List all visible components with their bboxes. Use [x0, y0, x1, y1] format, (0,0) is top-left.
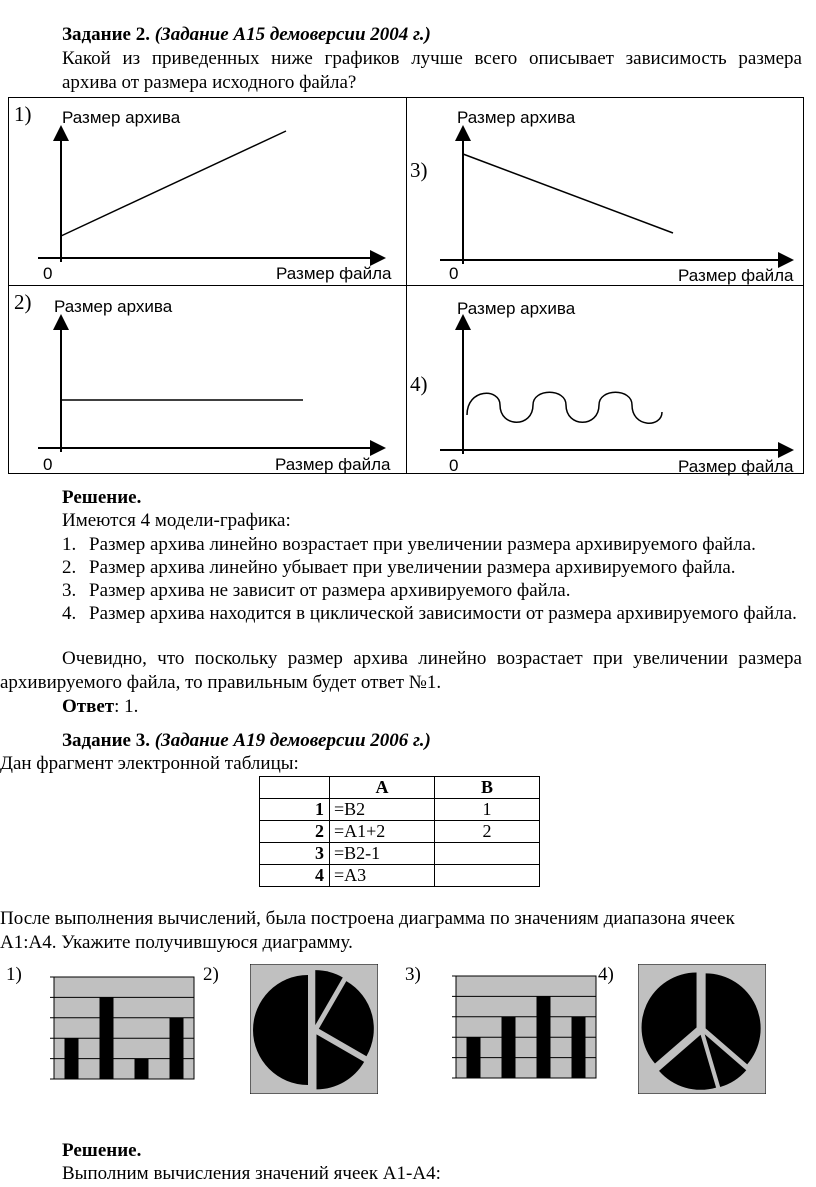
task2-answer: Ответ: 1.: [62, 696, 139, 717]
task2-question-line2: архива от размера исходного файла?: [62, 72, 357, 93]
graph3-number: 3): [410, 158, 428, 182]
graph4-y-label: Размер архива: [457, 299, 576, 318]
graph2-number: 2): [14, 290, 32, 314]
table-row: 1 =B2 1: [260, 799, 540, 821]
graph3-y-label: Размер архива: [457, 108, 576, 127]
task2-title: Задание 2. (Задание А15 демоверсии 2004 г.): [62, 24, 431, 45]
task3-solution-title: Решение.: [62, 1140, 142, 1161]
task2-solution-title: Решение.: [62, 487, 142, 508]
option-1-label: 1): [6, 964, 22, 985]
list-item: 2. Размер архива линейно убывает при увеличении размера архивируемого файла.: [62, 557, 736, 578]
bar: [100, 997, 114, 1079]
option-2-label: 2): [203, 964, 219, 985]
graph1-x-label: Размер файла: [276, 264, 392, 283]
graph1-y-label: Размер архива: [62, 108, 181, 127]
graph1-number: 1): [14, 102, 32, 126]
graph4-number: 4): [410, 372, 428, 396]
table-header-row: [260, 777, 540, 799]
column-header-a: A: [330, 777, 435, 799]
task2-solution-intro: Имеются 4 модели-графика:: [62, 510, 291, 531]
option-4-label: 4): [598, 964, 614, 985]
option-3-bar-chart[interactable]: [450, 970, 598, 1080]
task2-conclusion-line1: Очевидно, что поскольку размер архива линейно возрастает при увеличении размера: [62, 648, 802, 669]
bar: [572, 1017, 586, 1078]
graph1-plot: [0, 0, 400, 290]
task3-after-line1: После выполнения вычислений, была построена диаграмма по значениям диапазона ячеек: [0, 908, 735, 929]
table-row: 4 =A3: [260, 865, 540, 887]
task2-question-line1: Какой из приведенных ниже графиков лучше всего описывает зависимость размера: [62, 48, 802, 69]
graph3-x-label: Размер файла: [678, 266, 794, 285]
list-item: 4. Размер архива находится в циклической зависимости от размера архивируемого файла.: [62, 603, 797, 624]
task2-solution-list: [62, 533, 802, 625]
graph2-x-label: Размер файла: [275, 455, 391, 474]
option-3-label: 3): [405, 964, 421, 985]
bar: [135, 1059, 149, 1079]
task3-solution-text: Выполним вычисления значений ячеек A1-A4:: [62, 1163, 441, 1184]
table-row: 3 =B2-1: [260, 843, 540, 865]
option-2-pie-chart[interactable]: [250, 964, 378, 1094]
task2-conclusion-line2: архивируемого файла, то правильным будет ответ №1.: [0, 672, 442, 693]
bar: [537, 996, 551, 1078]
list-item: 1. Размер архива линейно возрастает при увеличении размера архивируемого файла.: [62, 534, 756, 555]
graph3-plot: [400, 0, 804, 290]
graph4-plot: [400, 280, 804, 474]
spreadsheet-fragment: [259, 776, 540, 887]
graph1-origin: 0: [43, 264, 53, 283]
bar: [65, 1038, 79, 1079]
graph4-x-label: Размер файла: [678, 457, 794, 476]
list-item: 3. Размер архива не зависит от размера архивируемого файла.: [62, 580, 571, 601]
option-1-bar-chart[interactable]: [48, 971, 196, 1081]
task3-after-line2: A1:A4. Укажите получившуюся диаграмму.: [0, 932, 353, 953]
graph2-origin: 0: [43, 455, 53, 474]
bar: [467, 1037, 481, 1078]
graph2-y-label: Размер архива: [54, 297, 173, 316]
task3-intro: Дан фрагмент электронной таблицы:: [0, 753, 299, 774]
graph3-origin: 0: [449, 264, 459, 283]
table-row: 2 =A1+2 2: [260, 821, 540, 843]
option-4-pie-chart[interactable]: [638, 964, 766, 1094]
graph2-plot: [0, 280, 400, 474]
table-corner: [260, 777, 330, 799]
bar: [170, 1018, 184, 1079]
column-header-b: B: [435, 777, 540, 799]
bar: [502, 1017, 516, 1078]
task3-title: Задание 3. (Задание А19 демоверсии 2006 г.): [62, 730, 431, 751]
graph4-origin: 0: [449, 456, 459, 475]
